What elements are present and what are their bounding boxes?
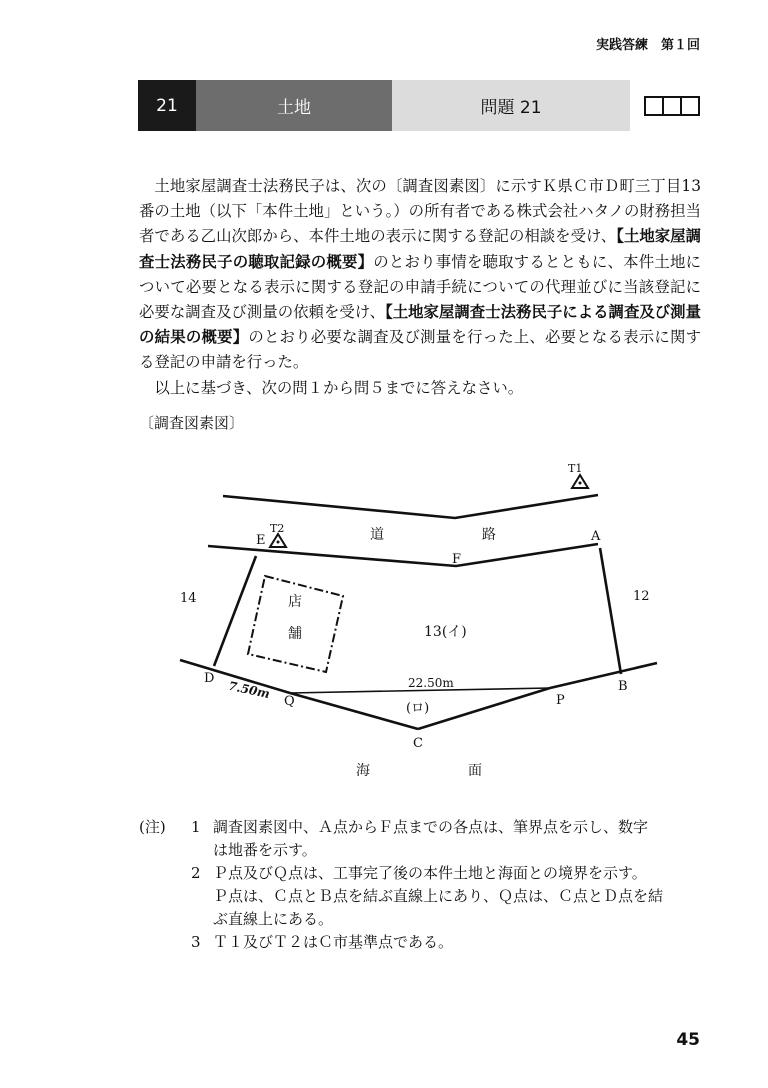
label-road: 道 路 bbox=[370, 527, 496, 543]
point-f: F bbox=[452, 552, 462, 567]
shoreline-right bbox=[550, 663, 657, 688]
label-t1: T1 bbox=[568, 462, 583, 475]
note-1-number: 1 bbox=[191, 818, 201, 836]
shop-label-1: 店 bbox=[288, 594, 302, 610]
problem-title: 問題 21 bbox=[392, 80, 630, 131]
statement-text-3: のとおり必要な調査及び測量を行った上、必要となる表示に関する登記の申請を行った。 bbox=[139, 328, 701, 372]
note-2-text-2: Ｐ点は、Ｃ点とＢ点を結ぶ直線上にあり、Ｑ点は、Ｃ点とＤ点を結 bbox=[213, 887, 664, 905]
statement-bold-2: 【土地家屋調査士法務民子による調査及び測量の結果の概要】 bbox=[139, 303, 701, 347]
problem-header bbox=[138, 80, 700, 131]
running-head: 実践答練 第１回 bbox=[595, 38, 700, 53]
note-1-cont bbox=[139, 839, 709, 862]
figure-label: 〔調査図素図〕 bbox=[139, 414, 245, 432]
note-2-text: Ｐ点及びＱ点は、工事完了後の本件土地と海面との境界を示す。 bbox=[213, 864, 647, 882]
note-1 bbox=[139, 816, 709, 839]
dimension-pq: 22.50m bbox=[408, 676, 454, 690]
label-t2: T2 bbox=[270, 522, 285, 535]
label-sea: 海 面 bbox=[356, 763, 482, 779]
point-a: A bbox=[591, 529, 601, 544]
point-c: C bbox=[413, 736, 423, 751]
check-box-1[interactable] bbox=[644, 96, 664, 116]
page-number: 45 bbox=[676, 1030, 700, 1050]
note-mark: (注) bbox=[139, 818, 166, 836]
boundary-a-b bbox=[600, 548, 621, 674]
statement-paragraph-2: 以上に基づき、次の問１から問５までに答えなさい。 bbox=[154, 378, 524, 397]
note-2-text-3: ぶ直線上にある。 bbox=[213, 910, 334, 928]
statement-paragraph-1 bbox=[139, 174, 701, 376]
road-upper-line bbox=[223, 495, 598, 518]
statement-bold-1: 【土地家屋調査士法務民子の聴取記録の概要】 bbox=[139, 227, 701, 271]
check-boxes bbox=[630, 80, 700, 131]
shop-building bbox=[248, 576, 343, 672]
parcel-14: 14 bbox=[180, 591, 197, 606]
statement-text-2: のとおり事情を聴取するとともに、本件土地について必要となる表示に関する登記の申請手続についての代理並びに当該登記に必要な調査及び測量の依頼を受け、 bbox=[139, 252, 701, 322]
survey-diagram bbox=[150, 450, 680, 790]
shop-label-2: 舗 bbox=[288, 626, 302, 642]
point-e: E bbox=[256, 533, 266, 548]
line-q-c bbox=[290, 693, 418, 729]
road-lower-line bbox=[208, 544, 598, 566]
problem-category: 土地 bbox=[196, 80, 392, 131]
note-2-cont-2 bbox=[139, 908, 709, 931]
parcel-12: 12 bbox=[633, 589, 650, 604]
note-2-number: 2 bbox=[191, 864, 201, 882]
point-p: P bbox=[556, 693, 565, 708]
notes bbox=[139, 816, 709, 954]
parcel-13: 13(イ) bbox=[424, 624, 467, 640]
point-q: Q bbox=[284, 694, 295, 709]
note-2-cont bbox=[139, 885, 709, 908]
dimension-dq: 7.50m bbox=[227, 678, 272, 702]
note-1-text: 調査図素図中、Ａ点からＦ点までの各点は、筆界点を示し、数字 bbox=[213, 818, 649, 836]
problem-number: 21 bbox=[138, 80, 196, 131]
note-3-number: 3 bbox=[191, 933, 201, 951]
point-d: D bbox=[204, 671, 215, 686]
note-2 bbox=[139, 862, 709, 885]
statement-text-1: 土地家屋調査士法務民子は、次の〔調査図素図〕に示すＫ県Ｃ市Ｄ町三丁目13番の土地（以下「本件土地」という。）の所有者である株式会社ハタノの財務担当者である乙山次郎から、本件土地の表示に関する登記の相談を受け、 bbox=[139, 177, 701, 246]
note-1-text-2: は地番を示す。 bbox=[213, 841, 317, 859]
problem-statement bbox=[139, 174, 701, 401]
line-c-p bbox=[418, 688, 550, 729]
note-3-text: Ｔ１及びＴ２はＣ市基準点である。 bbox=[213, 933, 454, 951]
lot-ro: (ロ) bbox=[406, 701, 430, 716]
point-b: B bbox=[618, 679, 628, 694]
check-box-3[interactable] bbox=[680, 96, 700, 116]
check-box-2[interactable] bbox=[662, 96, 682, 116]
note-3 bbox=[139, 931, 709, 954]
